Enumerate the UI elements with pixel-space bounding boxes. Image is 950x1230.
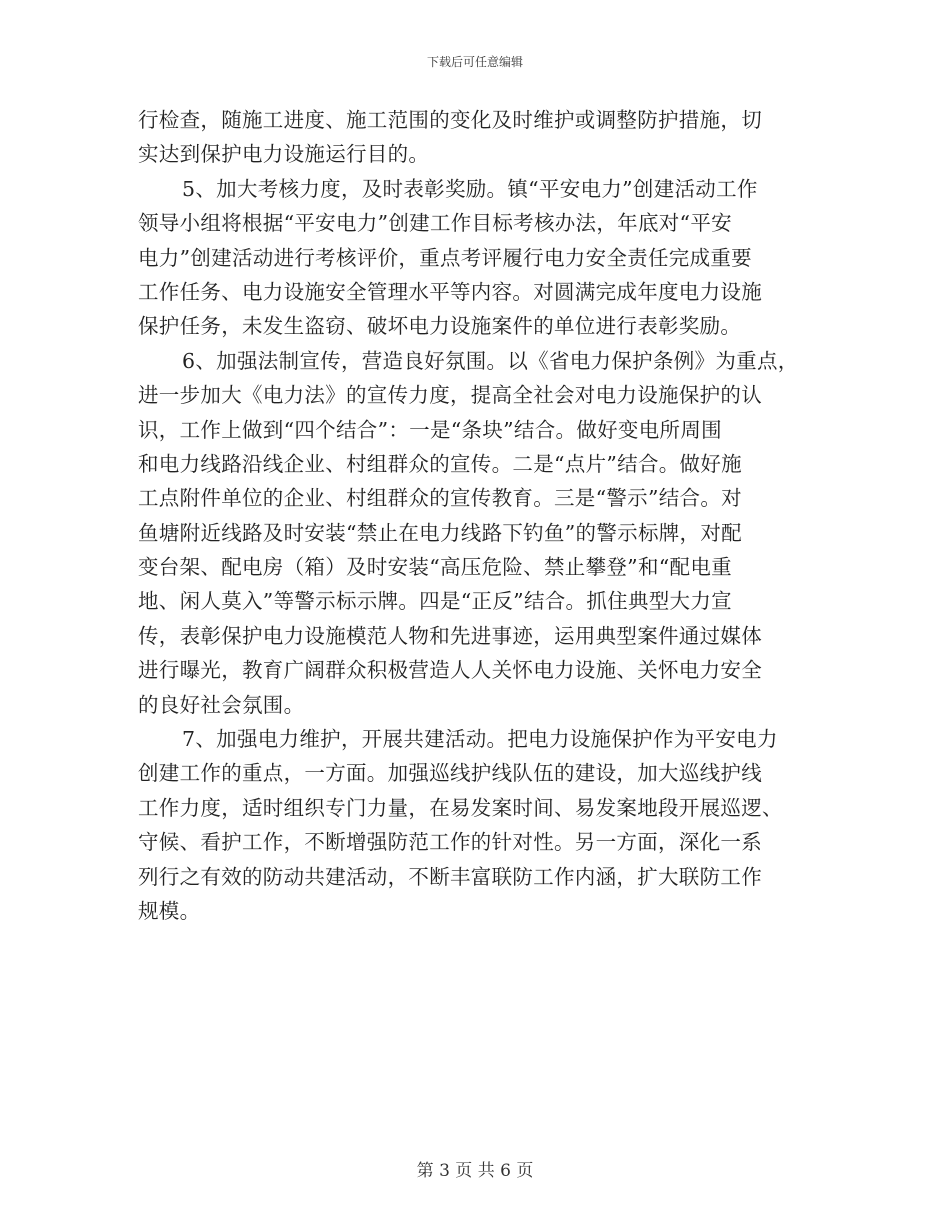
text-line: 电力”创建活动进行考核评价，重点考评履行电力安全责任完成重要: [138, 245, 752, 270]
text-line: 5、加大考核力度，及时表彰奖励。镇“平安电力”创建活动工作: [182, 176, 758, 201]
text-line: 规模。: [138, 898, 201, 923]
text-line: 行检查，随施工进度、施工范围的变化及时维护或调整防护措施，切: [138, 108, 762, 132]
text-line: 和电力线路沿线企业、村组群众的宣传。二是“点片”结合。做好施: [138, 451, 742, 476]
text-line: 守候、看护工作，不断增强防范工作的针对性。另一方面，深化一系: [138, 830, 762, 855]
text-line: 工作力度，适时组织专门力量，在易发案时间、易发案地段开展巡逻、: [138, 795, 783, 820]
text-line: 进一步加大《电力法》的宣传力度，提高全社会对电力设施保护的认: [138, 383, 762, 408]
text-line: 工作任务、电力设施安全管理水平等内容。对圆满完成年度电力设施: [138, 279, 762, 304]
text-line: 进行曝光，教育广阔群众积极营造人人关怀电力设施、关怀电力安全: [138, 658, 762, 683]
text-line: 列行之有效的防动共建活动，不断丰富联防工作内涵，扩大联防工作: [138, 864, 762, 889]
text-line: 鱼塘附近线路及时安装“禁止在电力线路下钓鱼”的警示标牌，对配: [138, 520, 742, 545]
text-line: 创建工作的重点，一方面。加强巡线护线队伍的建设，加大巡线护线: [138, 761, 762, 786]
text-line: 保护任务，未发生盗窃、破坏电力设施案件的单位进行表彰奖励。: [138, 314, 742, 339]
text-line: 7、加强电力维护，开展共建活动。把电力设施保护作为平安电力: [182, 727, 778, 752]
text-line: 6、加强法制宣传，营造良好氛围。以《省电力保护条例》为重点，: [182, 348, 799, 373]
text-line: 变台架、配电房（箱）及时安装“高压危险、禁止攀登”和“配电重: [138, 555, 732, 580]
text-line: 实达到保护电力设施运行目的。: [138, 142, 430, 167]
document-body: [138, 103, 818, 928]
page-header: 下载后可任意编辑: [426, 55, 523, 69]
text-line: 领导小组将根据“平安电力”创建工作目标考核办法，年底对“平安: [138, 211, 732, 236]
text-line: 的良好社会氛围。: [138, 692, 305, 717]
page-footer: 第 3 页 共 6 页: [416, 1161, 534, 1181]
text-line: 地、闲人莫入”等警示标示牌。四是“正反”结合。抓住典型大力宣: [138, 589, 732, 614]
text-line: 识，工作上做到“四个结合”：一是“条块”结合。做好变电所周围: [138, 417, 722, 442]
text-line: 工点附件单位的企业、村组群众的宣传教育。三是“警示”结合。对: [138, 486, 742, 511]
text-line: 传，表彰保护电力设施模范人物和先进事迹，运用典型案件通过媒体: [138, 623, 762, 648]
